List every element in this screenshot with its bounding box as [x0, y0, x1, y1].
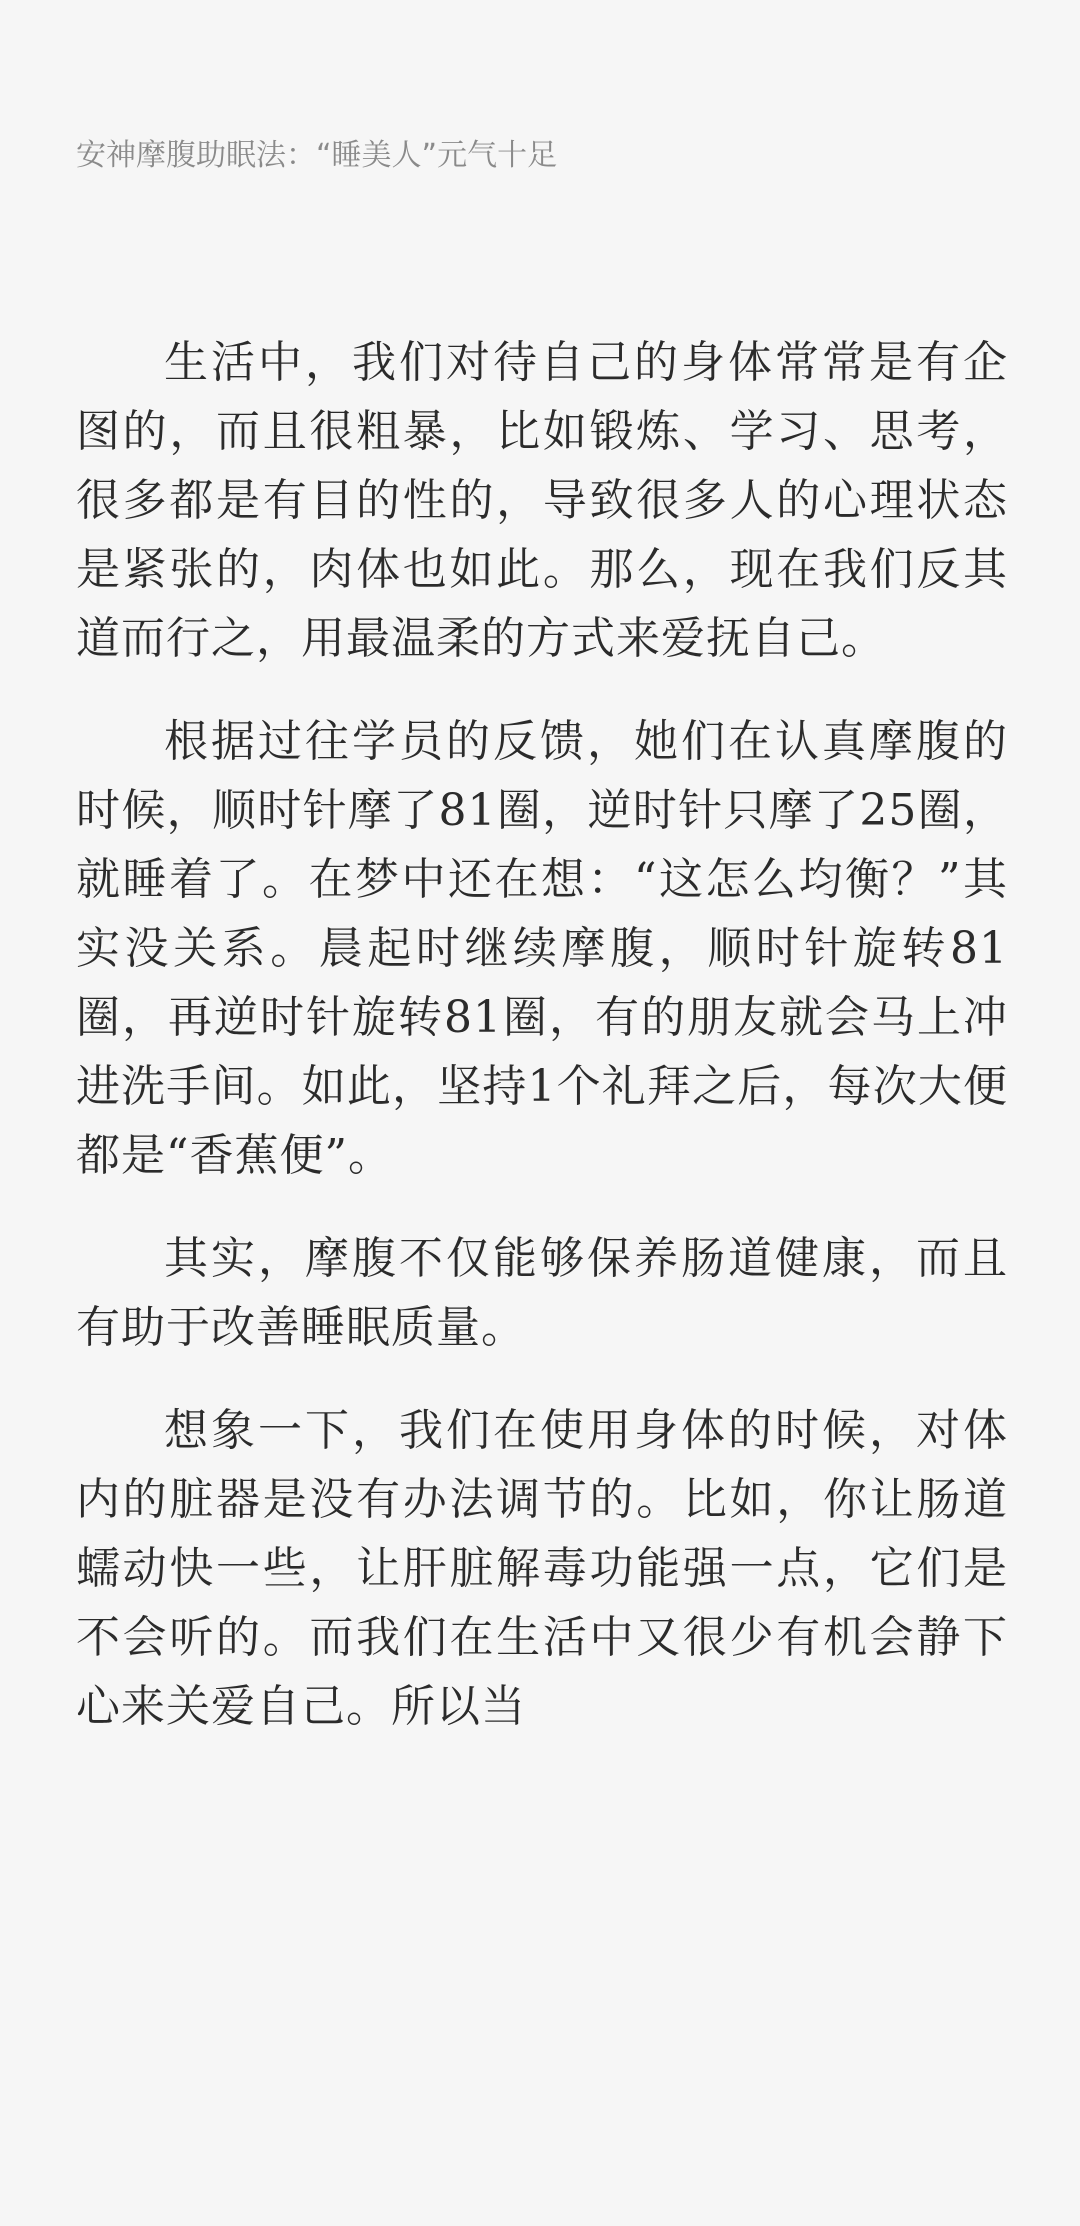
- paragraph: 生活中，我们对待自己的身体常常是有企图的，而且很粗暴，比如锻炼、学习、思考，很多都是有目的性的，导致很多人的心理状态是紧张的，肉体也如此。那么，现在我们反其道而行之，用最温柔的方式来爱抚自己。: [76, 337, 1008, 664]
- paragraph: 根据过往学员的反馈，她们在认真摩腹的时候，顺时针摩了81圈，逆时针只摩了25圈，就睡着了。在梦中还在想：“这怎么均衡？”其实没关系。晨起时继续摩腹，顺时针旋转81圈，再逆时针旋转81圈，有的朋友就会马上冲进洗手间。如此，坚持1个礼拜之后，每次大便都是“香蕉便”。: [76, 716, 1008, 1181]
- article-body: [76, 328, 1008, 1741]
- paragraph: 想象一下，我们在使用身体的时候，对体内的脏器是没有办法调节的。比如，你让肠道蠕动快一些，让肝脏解毒功能强一点，它们是不会听的。而我们在生活中又很少有机会静下心来关爱自己。所以当: [76, 1405, 1008, 1732]
- paragraph: 其实，摩腹不仅能够保养肠道健康，而且有助于改善睡眠质量。: [76, 1233, 1008, 1353]
- chapter-title: 安神摩腹助眠法：“睡美人”元气十足: [76, 138, 558, 173]
